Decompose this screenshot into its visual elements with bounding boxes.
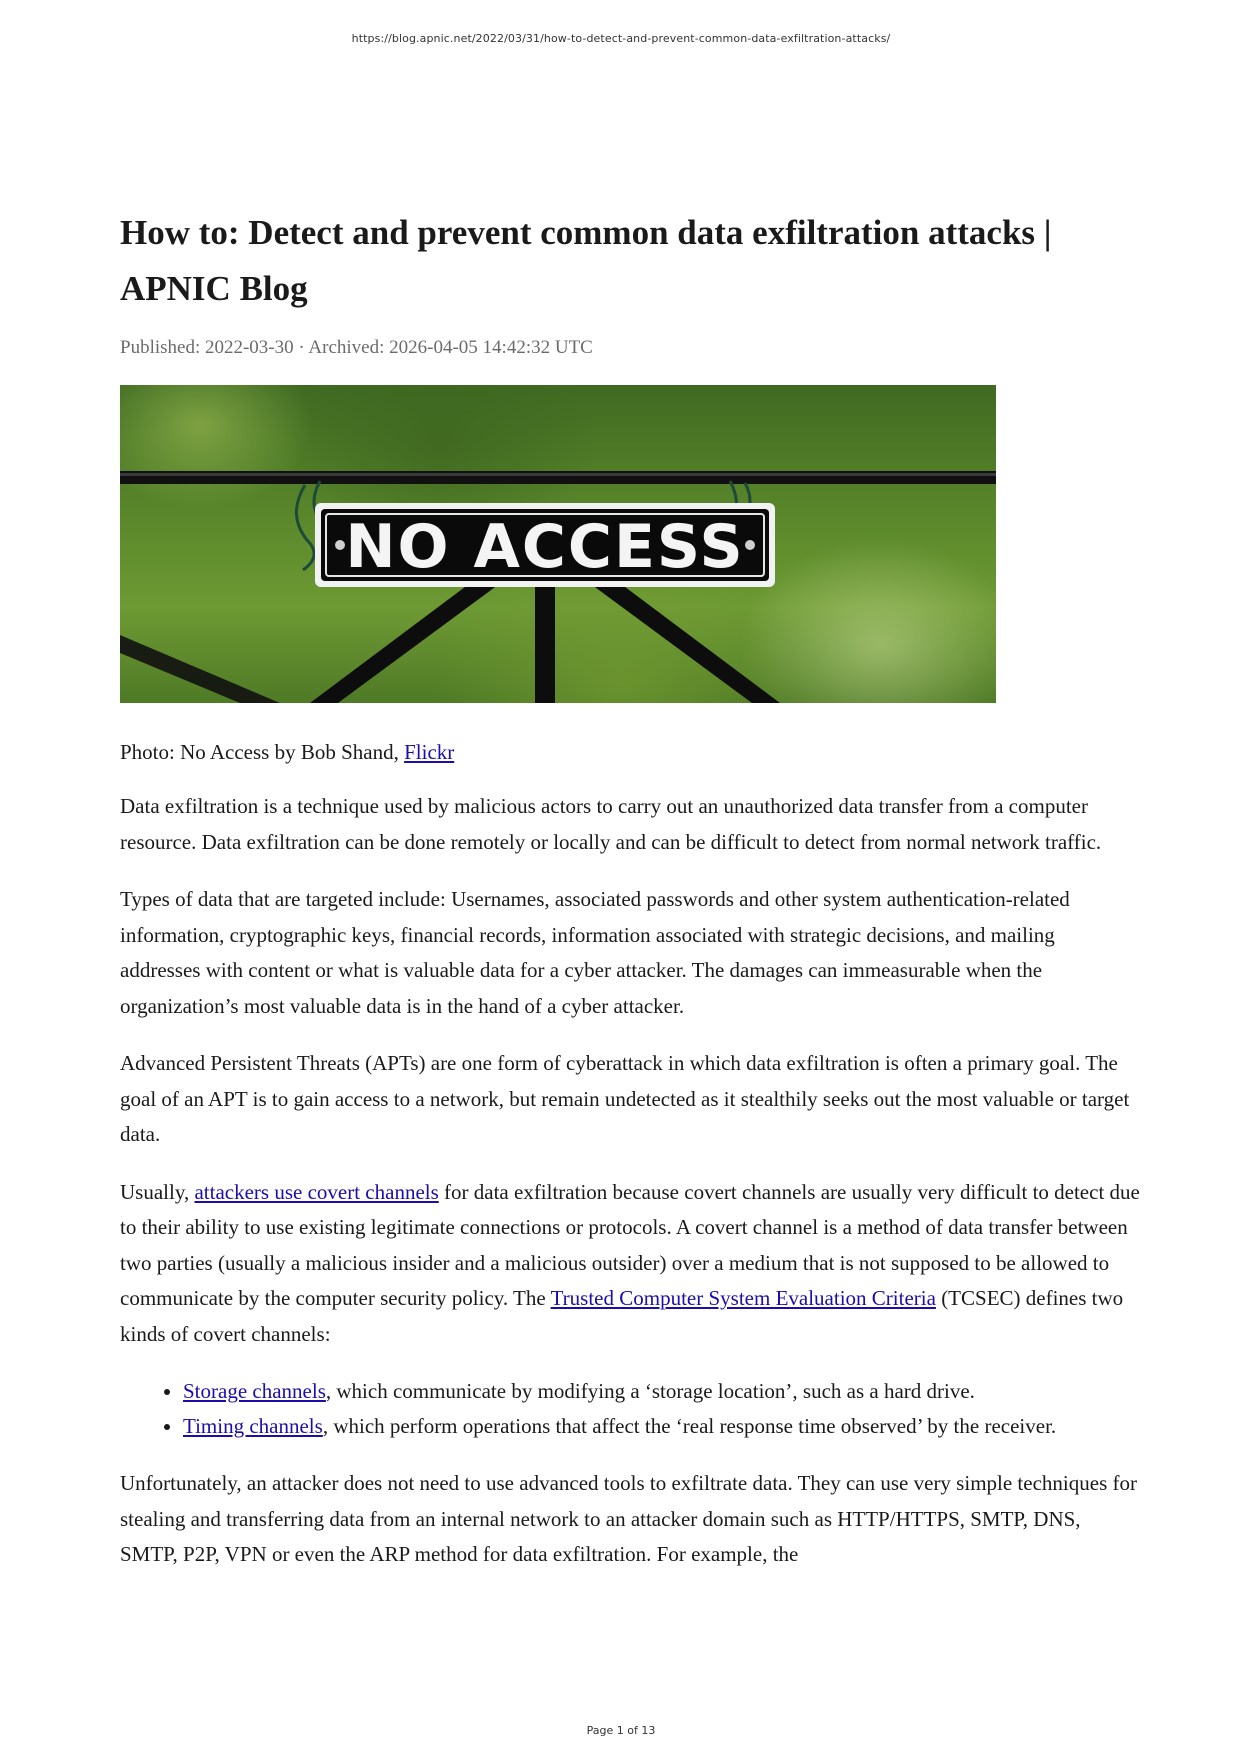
sign-text: NO ACCESS — [345, 512, 745, 582]
image-caption — [120, 737, 1140, 767]
paragraph-5: Unfortunately, an attacker does not need to use advanced tools to exfiltrate data. They can use very simple techniques for stealing and transferring data from an internal network to an attacker domain such as HTTP/HTTPS, SMTP, DNS, SMTP, P2P, VPN or even the ARP method for data exfiltration. For example, the — [120, 1471, 1137, 1566]
timing-channels-link[interactable]: Timing channels — [183, 1414, 323, 1438]
page-number: Page 1 of 13 — [586, 1724, 656, 1737]
article-title: How to: Detect and prevent common data exfiltration attacks | APNIC Blog — [120, 213, 1052, 308]
page-url-header: https://blog.apnic.net/2022/03/31/how-to-detect-and-prevent-common-data-exfiltration-attacks/ — [351, 32, 891, 45]
storage-channels-link[interactable]: Storage channels — [183, 1379, 326, 1403]
paragraph-1: Data exfiltration is a technique used by malicious actors to carry out an unauthorized data transfer from a computer resource. Data exfiltration can be done remotely or locally and can be difficult to detect from normal network traffic. — [120, 794, 1102, 854]
paragraph-4-text-2: for data exfiltration because covert channels are usually very difficult to detect due to their ability to use existing legitimate connections or protocols. A covert channel is a method of data transfer between two parties (usually a malicious insider and a malicious outsider) over a medium that is not supposed to be allowed to communicate by the computer security policy. The — [120, 1179, 1140, 1310]
paragraph-3: Advanced Persistent Threats (APTs) are one form of cyberattack in which data exfiltration is often a primary goal. The goal of an APT is to gain access to a network, but remain undetected as it stealthily seeks out the most valuable or target data. — [120, 1051, 1130, 1146]
covert-channel-list — [120, 1374, 1140, 1444]
flickr-link[interactable]: Flickr — [404, 740, 455, 764]
list-item-text: , which communicate by modifying a ‘storage location’, such as a hard drive. — [325, 1379, 975, 1403]
no-access-sign-illustration — [120, 385, 996, 703]
paragraph-4-text-3: (TCSEC) defines two kinds of covert channels: — [120, 1286, 1124, 1346]
paragraph-2: Types of data that are targeted include: Usernames, associated passwords and other system authentication-related information, cryptographic keys, financial records, information associated with strategic decisions, and mailing addresses with content or what is valuable data for a cyber attacker. The damages can immeasurable when the organization’s most valuable data is in the hand of a cyber attacker. — [120, 887, 1070, 1018]
covert-channels-link[interactable]: attackers use covert channels — [194, 1179, 439, 1204]
list-item — [183, 1409, 1140, 1444]
article-meta: Published: 2022-03-30 · Archived: 2026-04-05 14:42:32 UTC — [120, 337, 593, 358]
article — [120, 205, 1140, 1573]
list-item-text: , which perform operations that affect the ‘real response time observed’ by the receiver. — [322, 1414, 1057, 1438]
tcsec-link[interactable]: Trusted Computer System Evaluation Criteria — [550, 1286, 936, 1310]
caption-text: Photo: No Access by Bob Shand, — [120, 740, 405, 764]
paragraph-4 — [120, 1175, 1140, 1353]
paragraph-4-text-1: Usually, — [120, 1179, 195, 1204]
hero-image — [120, 385, 996, 703]
list-item — [183, 1374, 1140, 1409]
